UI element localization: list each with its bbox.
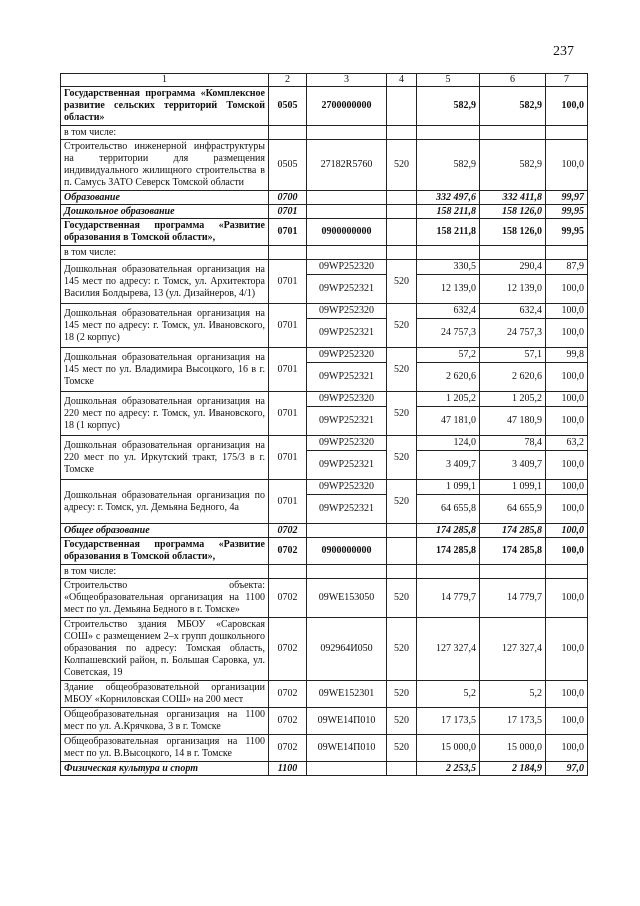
row-code: 09WE153050 — [307, 579, 387, 618]
row-fact: 17 173,5 — [480, 708, 546, 735]
row-code: 09WP252321 — [307, 363, 387, 392]
row-type — [387, 538, 417, 565]
row-type — [387, 565, 417, 579]
row-section: 0702 — [269, 618, 307, 681]
row-plan: 2 253,5 — [417, 762, 480, 776]
table-row — [61, 579, 588, 618]
row-section — [269, 126, 307, 140]
row-code: 09WP252321 — [307, 451, 387, 480]
column-header: 4 — [387, 74, 417, 87]
row-percent: 100,0 — [546, 275, 588, 304]
row-code: 09WP252320 — [307, 392, 387, 407]
row-plan: 14 779,7 — [417, 579, 480, 618]
column-header: 1 — [61, 74, 269, 87]
row-percent: 100,0 — [546, 140, 588, 191]
row-name: в том числе: — [61, 246, 269, 260]
table-row — [61, 618, 588, 681]
row-percent: 100,0 — [546, 735, 588, 762]
row-fact: 24 757,3 — [480, 319, 546, 348]
row-fact: 2 184,9 — [480, 762, 546, 776]
row-percent: 100,0 — [546, 451, 588, 480]
row-name: Строительство объекта: «Общеобразовательная организация на 1100 мест по ул. Демьяна Бедного в г. Томске» — [61, 579, 269, 618]
row-plan: 1 205,2 — [417, 392, 480, 407]
row-fact: 582,9 — [480, 140, 546, 191]
row-percent: 87,9 — [546, 260, 588, 275]
row-plan: 47 181,0 — [417, 407, 480, 436]
column-header: 3 — [307, 74, 387, 87]
row-code: 09WP252320 — [307, 480, 387, 495]
row-code: 0900000000 — [307, 219, 387, 246]
row-type — [387, 191, 417, 205]
row-code — [307, 205, 387, 219]
row-section: 0701 — [269, 304, 307, 348]
row-name: Общеобразовательная организация на 1100 мест по ул. В.Высоцкого, 14 в г. Томске — [61, 735, 269, 762]
row-section: 0701 — [269, 260, 307, 304]
row-percent: 100,0 — [546, 681, 588, 708]
row-type: 520 — [387, 140, 417, 191]
row-code: 09WE152301 — [307, 681, 387, 708]
row-code: 09WP252321 — [307, 275, 387, 304]
row-plan: 330,5 — [417, 260, 480, 275]
row-fact: 158 126,0 — [480, 205, 546, 219]
row-plan — [417, 246, 480, 260]
page-number: 237 — [553, 44, 574, 59]
row-fact: 64 655,9 — [480, 495, 546, 524]
row-plan: 64 655,8 — [417, 495, 480, 524]
table-row — [61, 348, 588, 363]
row-type: 520 — [387, 260, 417, 304]
table-row — [61, 304, 588, 319]
row-percent: 100,0 — [546, 579, 588, 618]
row-plan: 582,9 — [417, 87, 480, 126]
row-section: 0505 — [269, 87, 307, 126]
row-section: 0701 — [269, 392, 307, 436]
row-name: Строительство здания МБОУ «Саровская СОШ» с размещением 2–х групп дошкольного образования по адресу: Томская область, Колпашевский район, п. Большая Саровка, ул. Советская, 19 — [61, 618, 269, 681]
row-fact: 332 411,8 — [480, 191, 546, 205]
row-type — [387, 524, 417, 538]
row-fact: 5,2 — [480, 681, 546, 708]
table-row — [61, 126, 588, 140]
row-section — [269, 246, 307, 260]
row-fact: 127 327,4 — [480, 618, 546, 681]
row-percent: 99,95 — [546, 205, 588, 219]
row-section: 0701 — [269, 436, 307, 480]
row-plan: 124,0 — [417, 436, 480, 451]
row-fact: 1 099,1 — [480, 480, 546, 495]
row-code — [307, 126, 387, 140]
row-percent: 100,0 — [546, 524, 588, 538]
row-section: 0702 — [269, 708, 307, 735]
row-section: 0701 — [269, 348, 307, 392]
row-plan: 1 099,1 — [417, 480, 480, 495]
row-name: Дошкольная образовательная организация по адресу: г. Томск, ул. Демьяна Бедного, 4а — [61, 480, 269, 524]
row-code: 09WP252320 — [307, 304, 387, 319]
row-percent — [546, 565, 588, 579]
row-fact: 158 126,0 — [480, 219, 546, 246]
row-plan — [417, 126, 480, 140]
row-name: Образование — [61, 191, 269, 205]
row-code: 09WE14П010 — [307, 735, 387, 762]
row-fact — [480, 126, 546, 140]
row-percent: 100,0 — [546, 708, 588, 735]
row-name: Дошкольная образовательная организация на 145 мест по ул. Владимира Высоцкого, 16 в г. Томске — [61, 348, 269, 392]
row-name: Государственная программа «Комплексное развитие сельских территорий Томской области» — [61, 87, 269, 126]
row-type: 520 — [387, 436, 417, 480]
row-type: 520 — [387, 480, 417, 524]
row-name: Общеобразовательная организация на 1100 мест по ул. А.Крячкова, 3 в г. Томске — [61, 708, 269, 735]
table-row — [61, 436, 588, 451]
row-name: Дошкольная образовательная организация на 145 мест по адресу: г. Томск, ул. Архитектора Василия Болдырева, 13 (ул. Дизайнеров, 4/1) — [61, 260, 269, 304]
column-header: 5 — [417, 74, 480, 87]
row-percent: 100,0 — [546, 392, 588, 407]
table-row — [61, 392, 588, 407]
row-name: Общее образование — [61, 524, 269, 538]
row-section: 0702 — [269, 579, 307, 618]
row-name: в том числе: — [61, 126, 269, 140]
row-percent: 100,0 — [546, 538, 588, 565]
table-row — [61, 708, 588, 735]
row-plan: 174 285,8 — [417, 538, 480, 565]
column-header: 2 — [269, 74, 307, 87]
row-name: Дошкольная образовательная организация на 145 мест по адресу: г. Томск, ул. Ивановского, 18 (2 корпус) — [61, 304, 269, 348]
row-code: 09WP252321 — [307, 495, 387, 524]
row-plan: 5,2 — [417, 681, 480, 708]
table-row — [61, 524, 588, 538]
table-row — [61, 565, 588, 579]
row-plan: 12 139,0 — [417, 275, 480, 304]
row-plan — [417, 565, 480, 579]
row-fact: 3 409,7 — [480, 451, 546, 480]
row-code — [307, 762, 387, 776]
row-percent — [546, 126, 588, 140]
row-section: 1100 — [269, 762, 307, 776]
row-plan: 158 211,8 — [417, 205, 480, 219]
row-fact: 174 285,8 — [480, 524, 546, 538]
row-type: 520 — [387, 579, 417, 618]
row-section — [269, 565, 307, 579]
row-type — [387, 87, 417, 126]
row-code: 09WP252321 — [307, 407, 387, 436]
row-name: Дошкольная образовательная организация на 220 мест по ул. Иркутский тракт, 175/3 в г. Томске — [61, 436, 269, 480]
table-row — [61, 246, 588, 260]
row-code: 09WP252320 — [307, 260, 387, 275]
row-section: 0702 — [269, 681, 307, 708]
row-name: Дошкольное образование — [61, 205, 269, 219]
row-percent: 99,8 — [546, 348, 588, 363]
row-type: 520 — [387, 681, 417, 708]
row-fact: 290,4 — [480, 260, 546, 275]
table-row — [61, 219, 588, 246]
row-fact: 582,9 — [480, 87, 546, 126]
row-plan: 174 285,8 — [417, 524, 480, 538]
row-percent: 63,2 — [546, 436, 588, 451]
table-row — [61, 260, 588, 275]
row-section: 0700 — [269, 191, 307, 205]
row-plan: 15 000,0 — [417, 735, 480, 762]
row-percent: 100,0 — [546, 407, 588, 436]
row-section: 0505 — [269, 140, 307, 191]
row-percent: 100,0 — [546, 480, 588, 495]
row-type: 520 — [387, 618, 417, 681]
row-plan: 57,2 — [417, 348, 480, 363]
budget-execution-table — [60, 73, 588, 776]
row-section: 0701 — [269, 219, 307, 246]
row-code — [307, 246, 387, 260]
row-percent: 100,0 — [546, 87, 588, 126]
row-section: 0701 — [269, 480, 307, 524]
row-fact: 174 285,8 — [480, 538, 546, 565]
column-header: 6 — [480, 74, 546, 87]
table-row — [61, 681, 588, 708]
row-name: в том числе: — [61, 565, 269, 579]
row-type: 520 — [387, 348, 417, 392]
row-code — [307, 524, 387, 538]
row-plan: 332 497,6 — [417, 191, 480, 205]
row-type: 520 — [387, 708, 417, 735]
column-header-row — [61, 74, 588, 87]
row-fact: 12 139,0 — [480, 275, 546, 304]
row-percent: 100,0 — [546, 319, 588, 348]
row-plan: 127 327,4 — [417, 618, 480, 681]
table-row — [61, 140, 588, 191]
row-percent: 97,0 — [546, 762, 588, 776]
row-name: Строительство инженерной инфраструктуры на территории для размещения индивидуального жилищного строительства в п. Самусь ЗАТО Северск Томской области — [61, 140, 269, 191]
row-type: 520 — [387, 392, 417, 436]
row-percent: 99,95 — [546, 219, 588, 246]
row-section: 0702 — [269, 524, 307, 538]
table-row — [61, 762, 588, 776]
row-type: 520 — [387, 304, 417, 348]
row-name: Дошкольная образовательная организация на 220 мест по адресу: г. Томск, ул. Ивановского, 18 (1 корпус) — [61, 392, 269, 436]
row-section: 0701 — [269, 205, 307, 219]
row-name: Физическая культура и спорт — [61, 762, 269, 776]
row-plan: 3 409,7 — [417, 451, 480, 480]
row-plan: 632,4 — [417, 304, 480, 319]
row-percent: 100,0 — [546, 363, 588, 392]
row-code — [307, 191, 387, 205]
row-type: 520 — [387, 735, 417, 762]
table-row — [61, 191, 588, 205]
column-header: 7 — [546, 74, 588, 87]
row-type — [387, 205, 417, 219]
row-plan: 2 620,6 — [417, 363, 480, 392]
row-code: 09WE14П010 — [307, 708, 387, 735]
row-name: Государственная программа «Развитие образования в Томской области», — [61, 219, 269, 246]
row-code: 09WP252320 — [307, 348, 387, 363]
row-type — [387, 219, 417, 246]
row-plan: 17 173,5 — [417, 708, 480, 735]
row-code: 2700000000 — [307, 87, 387, 126]
row-fact: 47 180,9 — [480, 407, 546, 436]
row-type — [387, 246, 417, 260]
table-row — [61, 538, 588, 565]
table-row — [61, 480, 588, 495]
row-fact — [480, 246, 546, 260]
row-code: 0900000000 — [307, 538, 387, 565]
row-fact: 15 000,0 — [480, 735, 546, 762]
row-fact: 14 779,7 — [480, 579, 546, 618]
row-fact: 632,4 — [480, 304, 546, 319]
table-row — [61, 87, 588, 126]
row-percent: 99,97 — [546, 191, 588, 205]
row-percent: 100,0 — [546, 618, 588, 681]
row-percent: 100,0 — [546, 304, 588, 319]
row-fact — [480, 565, 546, 579]
row-percent — [546, 246, 588, 260]
row-section: 0702 — [269, 735, 307, 762]
row-name: Здание общеобразовательной организации МБОУ «Корниловская СОШ» на 200 мест — [61, 681, 269, 708]
row-plan: 582,9 — [417, 140, 480, 191]
row-type — [387, 126, 417, 140]
row-percent: 100,0 — [546, 495, 588, 524]
row-code: 27182R5760 — [307, 140, 387, 191]
table-row — [61, 205, 588, 219]
row-fact: 1 205,2 — [480, 392, 546, 407]
row-code: 09WP252321 — [307, 319, 387, 348]
row-code: 092964И050 — [307, 618, 387, 681]
row-plan: 24 757,3 — [417, 319, 480, 348]
row-name: Государственная программа «Развитие образования в Томской области», — [61, 538, 269, 565]
row-plan: 158 211,8 — [417, 219, 480, 246]
row-section: 0702 — [269, 538, 307, 565]
row-code — [307, 565, 387, 579]
row-fact: 78,4 — [480, 436, 546, 451]
row-fact: 2 620,6 — [480, 363, 546, 392]
row-type — [387, 762, 417, 776]
table-row — [61, 735, 588, 762]
row-code: 09WP252320 — [307, 436, 387, 451]
row-fact: 57,1 — [480, 348, 546, 363]
